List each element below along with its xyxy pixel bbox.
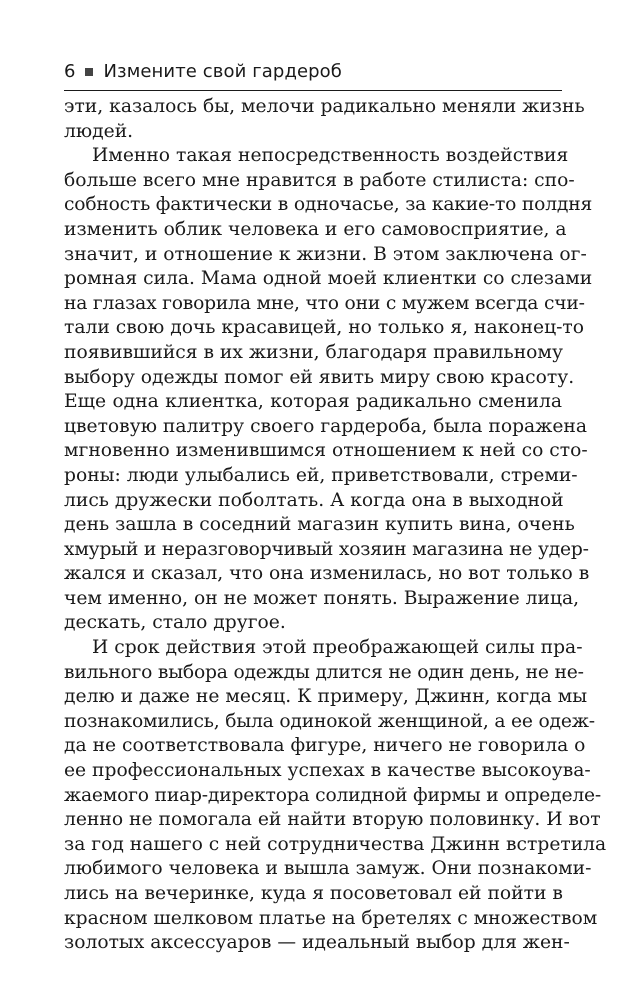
text-line: И срок действия этой преображающей силы пра-: [92, 637, 583, 659]
text-line: цветовую палитру своего гардероба, была поражена: [64, 415, 588, 437]
text-line: дескать, стало другое.: [64, 612, 286, 634]
text-line: да не соответствовала фигуре, ничего не говорила о: [64, 735, 586, 757]
text-line: изменить облик человека и его самовосприятие, а: [64, 218, 567, 240]
chapter-title: Измените свой гардероб: [103, 60, 342, 82]
text-line: лись дружески поболтать. А когда она в выходной: [64, 489, 564, 511]
text-line: ее профессиональных успехах в качестве высокоува-: [64, 760, 591, 782]
text-line: значит, и отношение к жизни. В этом заключена ог-: [64, 243, 587, 265]
text-line: больше всего мне нравится в работе стилиста: спо-: [64, 169, 575, 191]
text-line: тали свою дочь красавицей, но только я, наконец-то: [64, 317, 584, 339]
text-line: людей.: [64, 120, 134, 142]
text-line: хмурый и неразговорчивый хозяин магазина не удер-: [64, 538, 589, 560]
text-line: жался и сказал, что она изменилась, но вот только в: [64, 563, 590, 585]
text-line: ленно не помогала ей найти вторую половинку. И вот: [64, 809, 601, 831]
text-line: познакомились, была одинокой женщиной, а ее одеж-: [64, 710, 595, 732]
text-line: роны: люди улыбались ей, приветствовали, стреми-: [64, 464, 578, 486]
square-bullet-icon: [85, 68, 93, 76]
text-line: лись на вечеринке, куда я посоветовал ей пойти в: [64, 883, 563, 904]
text-line: выбору одежды помог ей явить миру свою красоту.: [64, 366, 575, 388]
text-line: мгновенно изменившимся отношением к ней со сто-: [64, 440, 588, 462]
text-line: любимого человека и вышла замуж. Они познакоми-: [64, 858, 592, 880]
text-line: появившийся в их жизни, благодаря правильному: [64, 341, 563, 363]
text-line: эти, казалось бы, мелочи радикально меняли жизнь: [64, 96, 585, 117]
text-line: день зашла в соседний магазин купить вина, очень: [64, 514, 575, 536]
header-rule: [64, 90, 562, 91]
text-line: за год нашего с ней сотрудничества Джинн встретила: [64, 833, 607, 855]
text-line: чем именно, он не может понять. Выражение лица,: [64, 587, 580, 609]
text-line: на глазах говорила мне, что они с мужем всегда счи-: [64, 292, 585, 314]
running-header: [64, 56, 564, 86]
text-line: делю и даже не месяц. К примеру, Джинн, когда мы: [64, 686, 588, 708]
text-line: вильного выбора одежды длится не один день, не не-: [64, 661, 584, 683]
text-line: Еще одна клиентка, которая радикально сменила: [64, 391, 562, 413]
text-line: Именно такая непосредственность воздействия: [92, 145, 569, 167]
text-line: ромная сила. Мама одной моей клиентки со слезами: [64, 268, 593, 290]
body-text: [64, 95, 607, 956]
text-line: красном шелковом платье на бретелях с множеством: [64, 907, 598, 929]
text-line: золотых аксессуаров — идеальный выбор для жен-: [64, 932, 570, 954]
page-number: 6: [64, 60, 76, 82]
text-line: жаемого пиар-директора солидной фирмы и определе-: [64, 784, 601, 806]
text-line: собность фактически в одночасье, за какие-то полдня: [64, 194, 593, 216]
